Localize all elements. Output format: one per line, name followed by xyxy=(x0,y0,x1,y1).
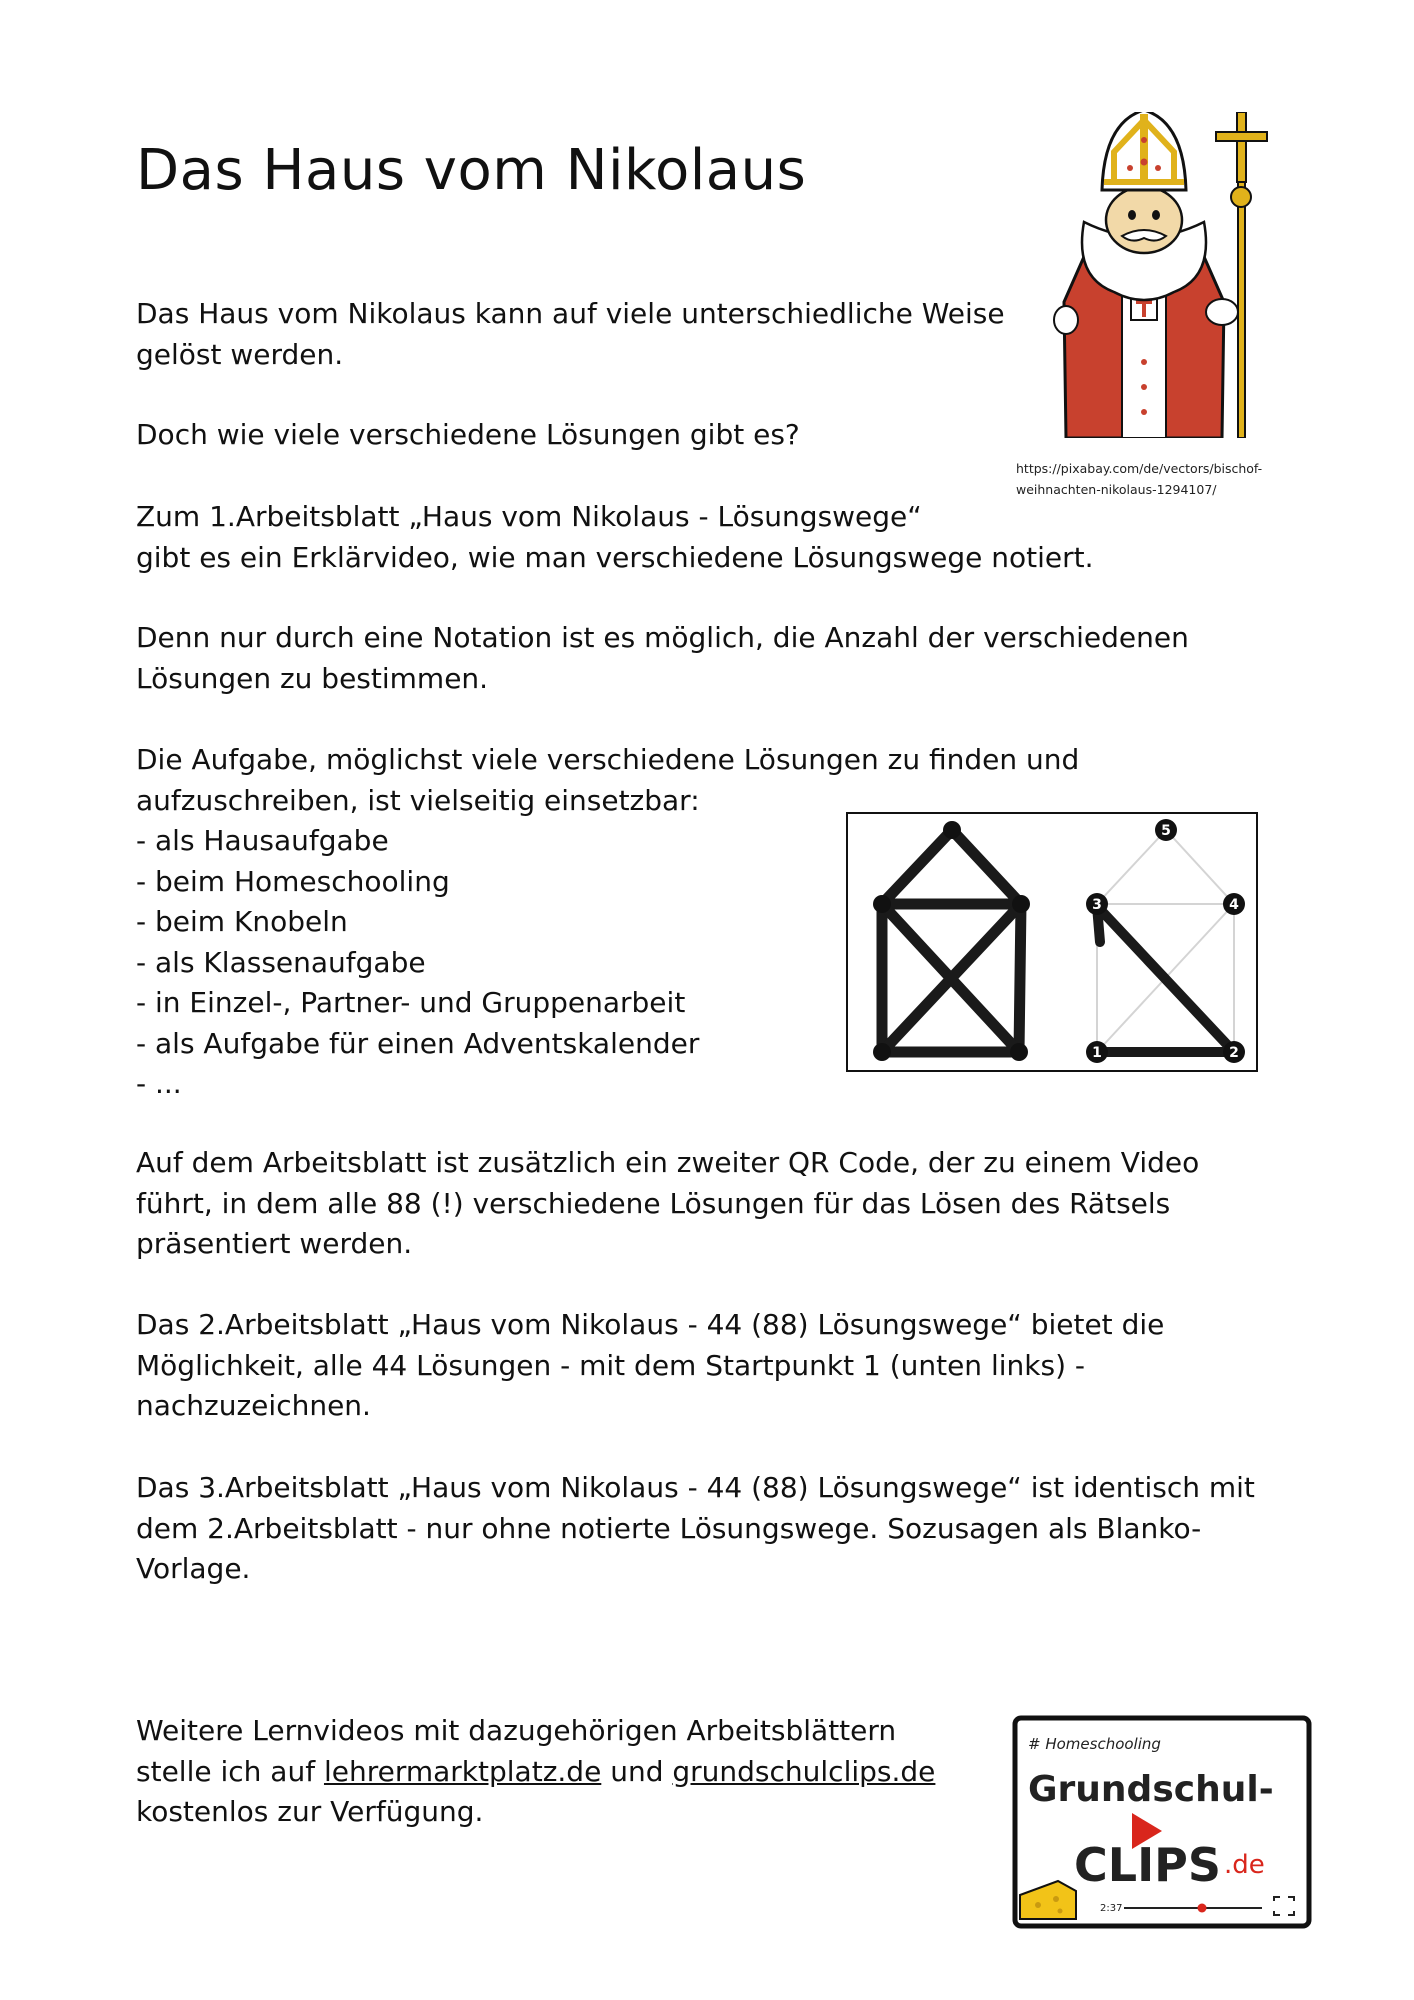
logo-hashtag: # Homeschooling xyxy=(1028,1735,1161,1753)
logo-word-grundschul: Grundschul- xyxy=(1028,1769,1274,1810)
qr-video-line: präsentiert werden. xyxy=(136,1227,413,1260)
qr-video-line: führt, in dem alle 88 (!) verschiedene Lösungen für das Lösen des Rätsels xyxy=(136,1186,1171,1220)
left-hand xyxy=(1054,306,1078,334)
intro-line: gelöst werden. xyxy=(136,337,344,371)
worksheet1-line: gibt es ein Erklärvideo, wie man verschiedene Lösungswege notiert. xyxy=(136,540,1094,574)
qr-video-paragraph xyxy=(136,1143,1256,1265)
point-4 xyxy=(1223,893,1245,915)
usage-line: aufzuschreiben, ist vielseitig einsetzbar: xyxy=(136,783,700,817)
worksheet3-paragraph xyxy=(136,1468,1256,1590)
point-5 xyxy=(1155,819,1177,841)
image-credit xyxy=(1016,458,1262,500)
usage-list-item: - in Einzel-, Partner- und Gruppenarbeit xyxy=(136,986,686,1019)
usage-list-item: - als Hausaufgabe xyxy=(136,824,389,857)
worksheet2-paragraph xyxy=(136,1305,1256,1427)
usage-list-item: - ... xyxy=(136,1067,182,1100)
intro-line: Das Haus vom Nikolaus kann auf viele unterschiedliche Weise xyxy=(136,297,1005,330)
page-title: Das Haus vom Nikolaus xyxy=(136,138,807,203)
footer-line xyxy=(136,1752,956,1793)
usage-list-item: - als Klassenaufgabe xyxy=(136,945,426,979)
logo-word-clips: CLIPS xyxy=(1074,1838,1222,1892)
notation-line: Denn nur durch eine Notation ist es möglich, die Anzahl der verschiedenen xyxy=(136,621,1189,654)
usage-list-item: - beim Homeschooling xyxy=(136,864,450,898)
point-label: 1 xyxy=(1092,1045,1102,1061)
grundschulclips-logo xyxy=(1012,1715,1312,1931)
notation-paragraph xyxy=(136,618,1256,699)
video-time: 2:37 xyxy=(1100,1903,1123,1914)
point-2 xyxy=(1223,1041,1245,1063)
nikolaus-illustration xyxy=(1044,112,1274,438)
worksheet3-line: dem 2.Arbeitsblatt - nur ohne notierte Lösungswege. Sozusagen als Blanko- xyxy=(136,1511,1202,1545)
house-diagram xyxy=(848,814,1255,1069)
video-progress-knob xyxy=(1198,1904,1207,1913)
notation-line: Lösungen zu bestimmen. xyxy=(136,661,489,695)
point-3 xyxy=(1086,893,1108,915)
staff-cross-horizontal xyxy=(1216,132,1267,141)
worksheet1-paragraph xyxy=(136,497,1256,578)
footer-line: Weitere Lernvideos mit dazugehörigen Arbeitsblättern xyxy=(136,1714,897,1747)
footer-text: stelle ich auf xyxy=(136,1754,324,1788)
point-label: 5 xyxy=(1161,823,1171,839)
lehrermarktplatz-link[interactable]: lehrermarktplatz.de xyxy=(323,1754,602,1788)
usage-line: Die Aufgabe, möglichst viele verschiedene Lösungen zu finden und xyxy=(136,743,1080,776)
worksheet1-line: Zum 1.Arbeitsblatt „Haus vom Nikolaus - Lösungswege“ xyxy=(136,500,922,533)
worksheet2-line: Das 2.Arbeitsblatt „Haus vom Nikolaus - 44 (88) Lösungswege“ bietet die xyxy=(136,1308,1165,1341)
worksheet2-line: Möglichkeit, alle 44 Lösungen - mit dem Startpunkt 1 (unten links) - xyxy=(136,1348,1085,1382)
footer-line: kostenlos zur Verfügung. xyxy=(136,1795,484,1828)
worksheet3-line: Das 3.Arbeitsblatt „Haus vom Nikolaus - 44 (88) Lösungswege“ ist identisch mit xyxy=(136,1471,1255,1504)
worksheet3-line: Vorlage. xyxy=(136,1552,251,1585)
right-house-drawing xyxy=(1086,819,1245,1063)
footer-paragraph xyxy=(136,1711,956,1833)
footer-text: und xyxy=(601,1754,673,1788)
question-line: Doch wie viele verschiedene Lösungen gibt es? xyxy=(136,418,800,451)
qr-video-line: Auf dem Arbeitsblatt ist zusätzlich ein zweiter QR Code, der zu einem Video xyxy=(136,1146,1200,1179)
left-house-drawing xyxy=(873,821,1030,1061)
staff-cross-vertical xyxy=(1237,112,1246,182)
image-credit-line: https://pixabay.com/de/vectors/bischof- xyxy=(1016,461,1263,476)
logo-domain-suffix: .de xyxy=(1224,1850,1265,1880)
point-label: 4 xyxy=(1229,897,1239,913)
staff-pole xyxy=(1238,172,1245,438)
usage-list-item: - als Aufgabe für einen Adventskalender xyxy=(136,1026,700,1060)
staff-orb xyxy=(1231,187,1251,207)
house-diagram-figure xyxy=(846,812,1258,1072)
grundschulclips-link[interactable]: grundschulclips.de xyxy=(672,1754,936,1788)
point-label: 2 xyxy=(1229,1045,1239,1061)
worksheet2-line: nachzuzeichnen. xyxy=(136,1389,371,1422)
point-1 xyxy=(1086,1041,1108,1063)
image-credit-line: weihnachten-nikolaus-1294107/ xyxy=(1016,482,1217,497)
usage-list-item: - beim Knobeln xyxy=(136,905,348,938)
face xyxy=(1106,187,1182,253)
point-label: 3 xyxy=(1092,897,1102,913)
right-hand xyxy=(1206,299,1238,325)
